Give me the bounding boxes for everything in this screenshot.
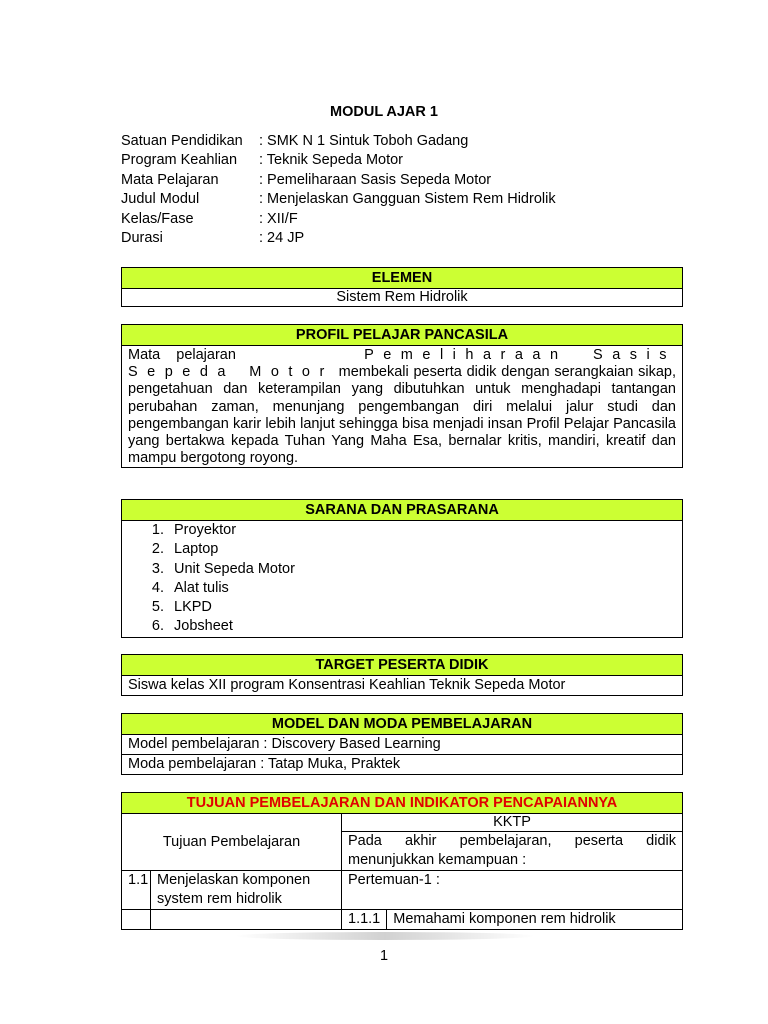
tujuan-section [121,792,683,930]
profil-section [121,324,683,468]
page-number: 1 [379,948,389,964]
model-header: MODEL DAN MODA PEMBELAJARAN [122,714,682,735]
list-item: 4. Alat tulis [168,579,682,598]
meta-label: Mata Pelajaran [121,171,219,188]
profil-text-subject: Pemeliharaan Sasis Sepeda Motor [128,347,677,381]
sarana-header: SARANA DAN PRASARANA [122,500,682,521]
col-header-kktp: KKTP [342,814,683,832]
col-header-tp: Tujuan Pembelajaran [122,814,342,871]
meta-label: Judul Modul [121,191,200,208]
page-fold-shadow [235,932,535,940]
meta-label: Program Keahlian [121,152,238,169]
target-value: Siswa kelas XII program Konsentrasi Keahlian Teknik Sepeda Motor [128,677,566,693]
meta-row-kelas [121,210,556,229]
meta-label: Satuan Pendidikan [121,133,243,149]
list-item: 2. Laptop [168,540,682,559]
target-header: TARGET PESERTA DIDIK [122,655,682,676]
profil-header: PROFIL PELAJAR PANCASILA [122,325,682,346]
meta-row-program [121,151,556,170]
kktp-description: Pada akhir pembelajaran, peserta didik menunjukkan kemampuan : [342,832,683,871]
meta-row-satuan [121,132,556,151]
meta-value: : 24 JP [259,229,305,246]
elemen-section [121,267,683,307]
empty-cell [122,910,151,930]
list-item: 3. Unit Sepeda Motor [168,560,682,579]
meta-value: : Pemeliharaan Sasis Sepeda Motor [259,171,492,188]
list-item: 1. Proyektor [168,521,682,540]
profil-text-part3: membekali peserta didik dengan serangkaian sikap, pengetahuan dan keterampilan yang dibutuhkan untuk menghadapi tantangan perubahan zaman, menunjang pengembangan diri melalui jalur studi dan pengembangan karir lebih lanjut sehingga bisa menjadi insan Profil Pelajar Pancasila yang bertakwa kepada Tuhan Yang Maha Esa, bernalar kritis, mandiri, kreatif dan mampu bergotong royong. [128,364,677,467]
list-item: 5. LKPD [168,598,682,617]
moda-line: Moda pembelajaran : Tatap Muka, Praktek [122,754,682,774]
meta-value: : Menjelaskan Gangguan Sistem Rem Hidrolik [259,191,556,208]
empty-cell [151,910,342,930]
meta-row-durasi [121,229,556,248]
profil-paragraph [122,346,682,467]
page-title: MODUL AJAR 1 [330,104,438,120]
meta-label: Durasi [121,229,163,246]
list-item: 6. Jobsheet [168,617,682,636]
model-line: Model pembelajaran : Discovery Based Learning [128,736,441,752]
meta-value: : XII/F [259,210,298,227]
tp-number: 1.1 [122,871,151,910]
meta-label: Kelas/Fase [121,210,194,227]
target-section [121,654,683,696]
model-section [121,713,683,775]
meeting-label: Pertemuan-1 : [342,871,683,910]
meta-row-mapel [121,171,556,190]
meta-row-judul [121,190,556,209]
sarana-section [121,499,683,638]
elemen-header: ELEMEN [122,268,682,289]
tujuan-header: TUJUAN PEMBELAJARAN DAN INDIKATOR PENCAPAIANNYA [122,793,682,814]
tp-description: Menjelaskan komponen system rem hidrolik [151,871,342,910]
tujuan-table [122,814,682,929]
module-identity [121,132,556,248]
meta-value: : SMK N 1 Sintuk Toboh Gadang [259,133,469,149]
sarana-list [122,521,682,637]
indicator-number: 1.1.1 [342,910,387,930]
indicator-description: Memahami komponen rem hidrolik [387,910,682,930]
profil-text-part1: Mata pelajaran [128,347,236,363]
elemen-value: Sistem Rem Hidrolik [336,289,468,305]
meta-value: : Teknik Sepeda Motor [259,152,404,169]
